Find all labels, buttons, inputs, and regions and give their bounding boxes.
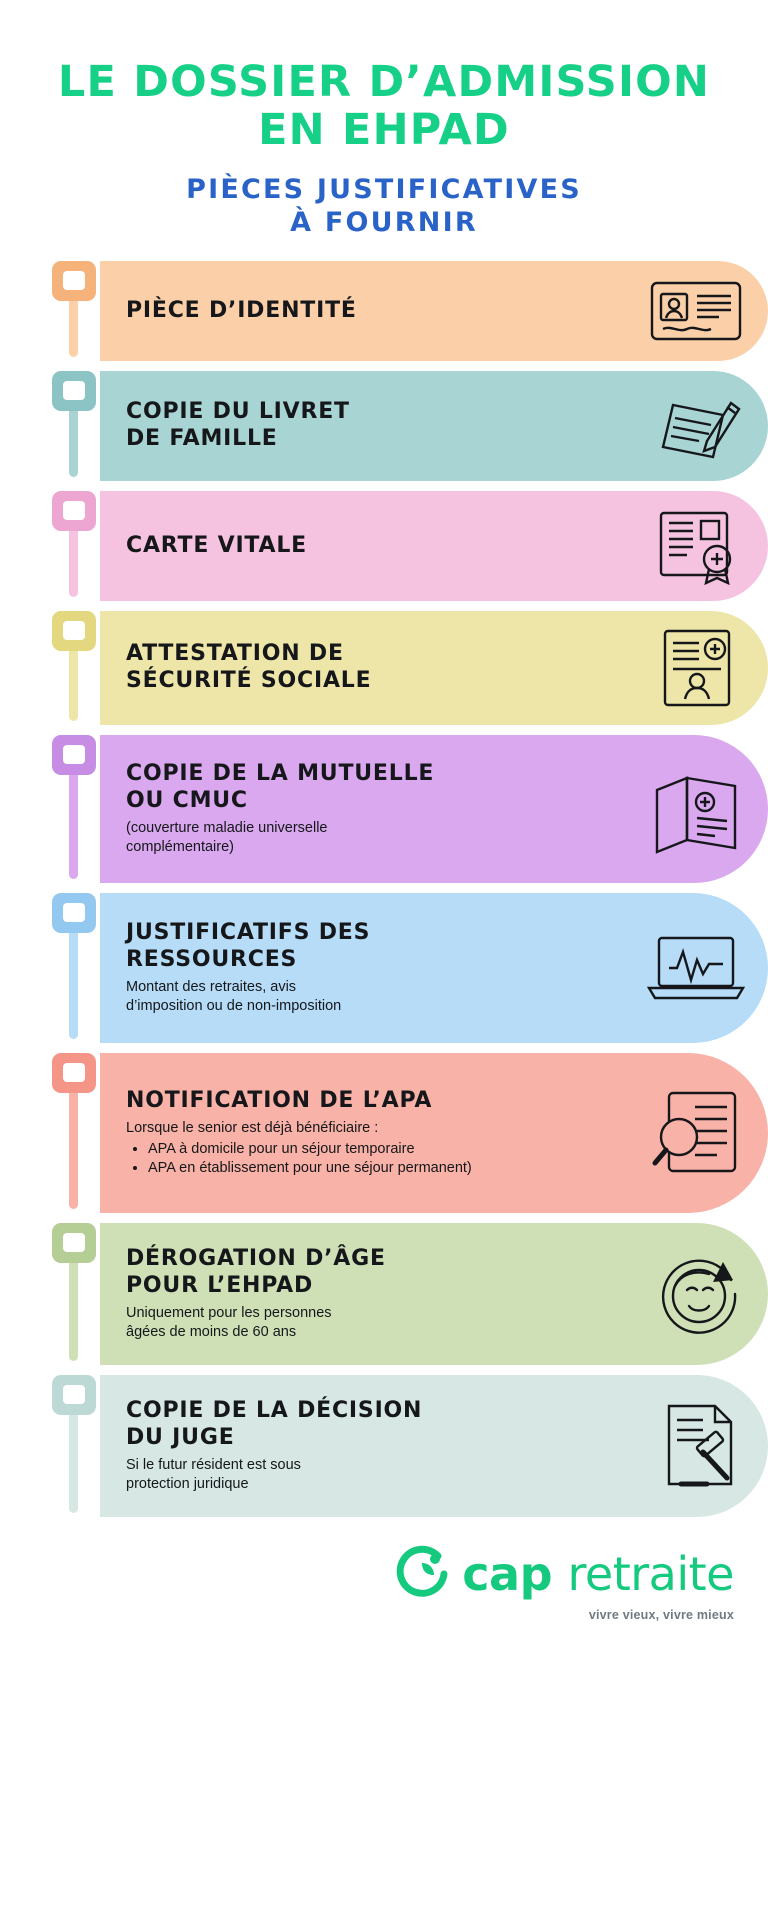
logo-text-light: retraite [567,1546,734,1601]
logo-text [462,1547,734,1601]
checklist-card [100,893,768,1043]
card-title-line2: OU CMUC [126,787,248,813]
card-title-line1: DÉROGATION D’ÂGE [126,1245,386,1271]
footer [0,1543,768,1622]
logo [394,1543,734,1604]
checklist-card [100,1223,768,1365]
card-title [126,641,630,695]
list-item [52,491,768,601]
card-subtitle-line2: d’imposition ou de non-imposition [126,997,342,1014]
checklist-card [100,1053,768,1213]
card-title-line2: DE FAMILLE [126,426,278,452]
list-item [52,1223,768,1365]
brochure-health-icon [638,764,768,854]
card-title [126,761,630,815]
card-subtitle-line2: complémentaire) [126,838,234,855]
card-subtitle [126,1304,630,1343]
tagline: vivre vieux, vivre mieux [588,1608,734,1623]
cap-retraite-mark-icon [394,1543,450,1604]
card-title: PIÈCE D’IDENTITÉ [126,297,357,323]
checklist-card [100,1375,768,1517]
card-subtitle [126,1456,630,1495]
page-title-line2: EN EHPAD [258,105,510,156]
card-text [126,761,638,857]
card-bullet-list [126,1140,630,1179]
logo-text-bold: cap [462,1546,553,1601]
checklist-card [100,371,768,481]
page-subtitle-line2: À FOURNIR [290,206,478,238]
document-magnifier-icon [638,1087,768,1179]
id-card-icon [638,275,768,347]
card-text [126,641,638,695]
page-title [40,58,728,154]
card-title-line2: SÉCURITÉ SOCIALE [126,668,372,694]
list-item [52,1375,768,1517]
signed-document-pen-icon [638,385,768,467]
card-text [126,920,638,1016]
laptop-chart-icon [638,930,768,1006]
card-title-line2: POUR L’EHPAD [126,1272,314,1298]
card-title: CARTE VITALE [126,532,308,558]
card-title [126,1398,630,1452]
card-subtitle [126,819,630,858]
card-subtitle-line1: (couverture maladie universelle [126,819,328,836]
card-subtitle-line1: Uniquement pour les personnes [126,1304,332,1321]
list-item [52,261,768,361]
list-item-bullet: • APA à domicile pour un séjour temporaire [148,1140,630,1159]
card-subtitle [126,978,630,1017]
brand-block [394,1543,734,1622]
card-title [126,399,630,453]
health-card-seal-icon [638,505,768,587]
card-text [126,1088,638,1179]
senior-face-refresh-icon [638,1246,768,1342]
social-security-document-icon [638,625,768,711]
card-text [126,533,638,560]
card-subtitle-line2: âgées de moins de 60 ans [126,1323,297,1340]
page-subtitle-line1: PIÈCES JUSTIFICATIVES [186,174,582,206]
card-subtitle-line2: protection juridique [126,1475,249,1492]
card-title-line1: COPIE DE LA DÉCISION [126,1397,423,1423]
card-title-line1: ATTESTATION DE [126,641,344,667]
checklist-card [100,735,768,883]
list-item [52,893,768,1043]
checklist-card [100,491,768,601]
card-title: NOTIFICATION DE L’APA [126,1087,433,1113]
card-subtitle [126,1119,630,1138]
card-text [126,298,638,325]
card-subtitle-line1: Montant des retraites, avis [126,978,297,995]
card-title-line1: COPIE DU LIVRET [126,399,350,425]
card-text [126,399,638,453]
checklist-card [100,261,768,361]
card-subtitle-line1: Si le futur résident est sous [126,1456,301,1473]
card-title-line2: DU JUGE [126,1424,235,1450]
card-text [126,1246,638,1342]
document-checklist [0,261,768,1517]
page-subtitle [40,174,728,239]
list-item [52,371,768,481]
card-title [126,1246,630,1300]
checklist-card [100,611,768,725]
card-title-line1: COPIE DE LA MUTUELLE [126,760,435,786]
card-title-line2: RESSOURCES [126,946,298,972]
list-item-bullet: • APA en établissement pour une séjour permanent) [148,1159,630,1178]
list-item [52,1053,768,1213]
card-title [126,920,630,974]
list-item [52,735,768,883]
gavel-document-icon [638,1400,768,1492]
card-title-line1: JUSTIFICATIFS DES [126,919,371,945]
card-text [126,1398,638,1494]
list-item [52,611,768,725]
header [0,0,768,239]
page-title-line1: LE DOSSIER D’ADMISSION [57,57,711,107]
card-subtitle-line1: Lorsque le senior est déjà bénéficiaire : [126,1119,379,1136]
